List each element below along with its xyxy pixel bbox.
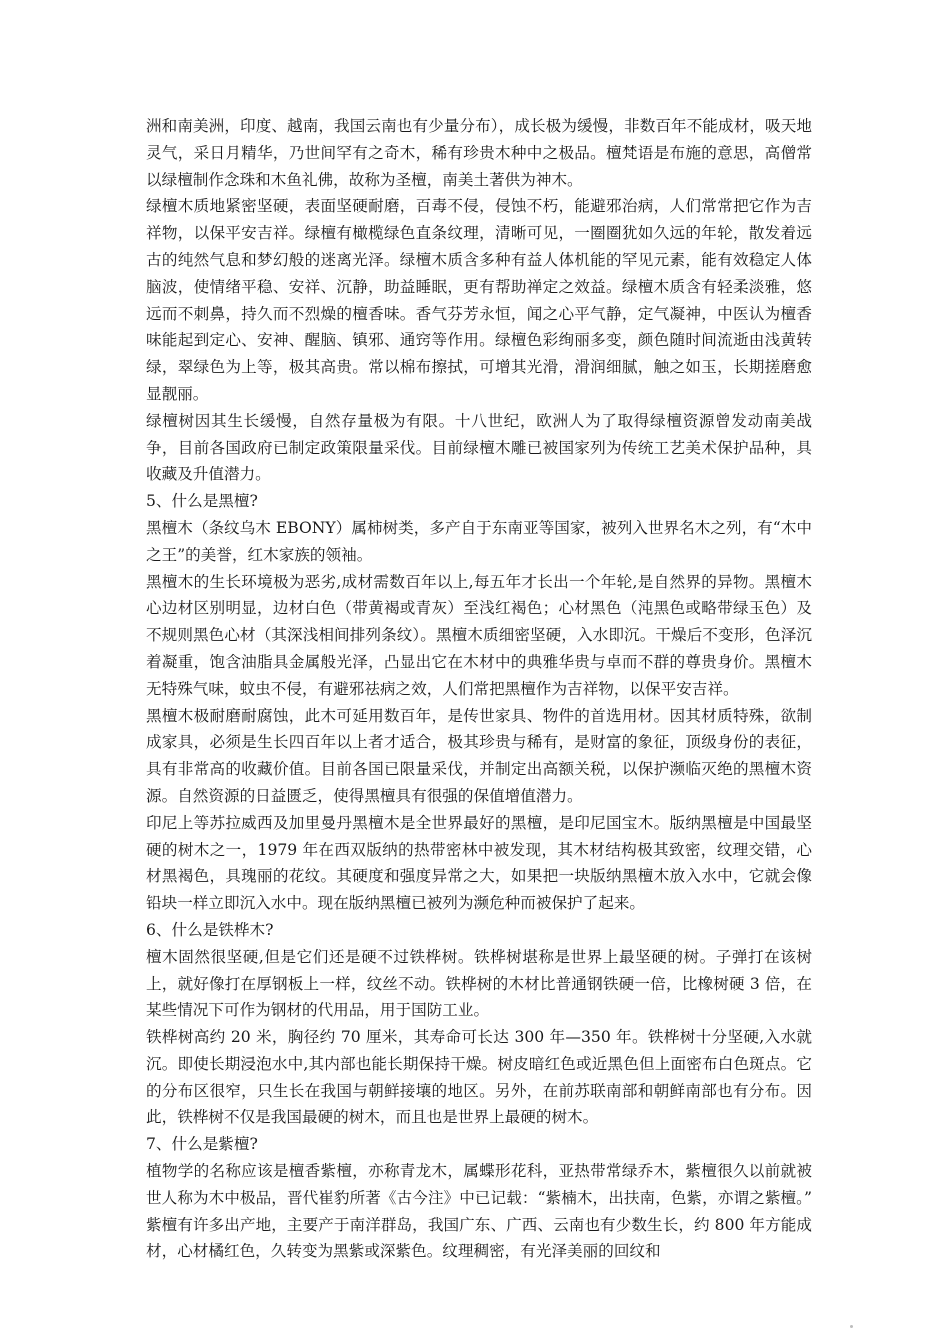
heading-ebony: 5、什么是黑檀? xyxy=(146,492,258,511)
paragraph-ebony-growth: 黑檀木的生长环境极为恶劣,成材需数百年以上,每五年才长出一个年轮,是自然界的异物。黑檀木心边材区别明显，边材白色（带黄褐或青灰）至浅红褐色；心材黑色（沌黑色或略带绿玉色）及不规则黑色心材（其深浅相间排列条纹）。黑檀木质细密坚硬，入水即沉。干燥后不变形，色泽沉着凝重，饱含油脂具金属般光泽，凸显出它在木材中的典雅华贵与卓而不群的尊贵身价。黑檀木无特殊气味，蚊虫不侵，有避邪祛病之效，人们常把黑檀作为吉祥物，以保平安吉祥。 xyxy=(146,572,812,698)
document-body xyxy=(146,113,812,1265)
paragraph-green-sandalwood-origin: 洲和南美洲，印度、越南，我国云南也有少量分布），成长极为缓慢，非数百年不能成材，吸天地灵气，采日月精华，乃世间罕有之奇木，稀有珍贵木种中之极品。檀梵语是布施的意思，高僧常以绿檀制作念珠和木鱼礼佛，故称为圣檀，南美土著供为神木。 xyxy=(146,117,812,189)
paragraph-ebony-origin: 印尼上等苏拉威西及加里曼丹黑檀木是全世界最好的黑檀，是印尼国宝木。版纳黑檀是中国最坚硬的树木之一，1979 年在西双版纳的热带密林中被发现，其木材结构极其致密，纹理交错，心材黑褐色，具瑰丽的花纹。其硬度和强度异常之大，如果把一块版纳黑檀木放入水中，它就会像铅块一样立即沉入水中。现在版纳黑檀已被列为濒危种而被保护了起来。 xyxy=(146,813,812,913)
paragraph-ebony-durability: 黑檀木极耐磨耐腐蚀，此木可延用数百年，是传世家具、物件的首选用材。因其材质特殊，欲制成家具，必须是生长四百年以上者才适合，极其珍贵与稀有，是财富的象征，顶级身份的表征，具有非常高的收藏价值。目前各国已限量采伐，并制定出高额关税，以保护濒临灭绝的黑檀木资源。自然资源的日益匮乏，使得黑檀具有很强的保值增值潜力。 xyxy=(146,706,812,805)
paragraph-ebony-intro: 黑檀木（条纹乌木 EBONY）属柿树类，多产自于东南亚等国家，被列入世界名木之列，有“木中之王”的美誉，红木家族的领袖。 xyxy=(146,518,812,564)
paragraph-green-sandalwood-texture: 绿檀木质地紧密坚硬，表面坚硬耐磨，百毒不侵，侵蚀不朽，能避邪治病，人们常常把它作为吉祥物，以保平安吉祥。绿檀有橄榄绿色直条纹理，清晰可见，一圈圈犹如久远的年轮，散发着远古的纯然气息和梦幻般的迷离光泽。绿檀木质含多种有益人体机能的罕见元素，能有效稳定人体脑波，使情绪平稳、安祥、沉静，助益睡眠，更有帮助禅定之效益。绿檀木质含有轻柔淡雅，悠远而不刺鼻，持久而不烈燥的檀香味。香气芬芳永恒，闻之心平气静，定气凝神，中医认为檀香味能起到定心、安神、醒脑、镇邪、通窍等作用。绿檀色彩绚丽多变，颜色随时间流逝由浅黄转绿，翠绿色为上等，极其高贵。常以棉布擦拭，可增其光滑，滑润细腻，触之如玉，长期搓磨愈显靓丽。 xyxy=(146,197,812,403)
paragraph-green-sandalwood-scarcity: 绿檀树因其生长缓慢，自然存量极为有限。十八世纪，欧洲人为了取得绿檀资源曾发动南美战争，目前各国政府已制定政策限量采伐。目前绿檀木雕已被国家列为传统工艺美术保护品种，具收藏及升值潜力。 xyxy=(146,411,812,484)
heading-iron-birch: 6、什么是铁桦木? xyxy=(146,920,274,939)
paragraph-iron-birch-hardness: 檀木固然很坚硬,但是它们还是硬不过铁桦树。铁桦树堪称是世界上最坚硬的树。子弹打在该树上，就好像打在厚钢板上一样，纹丝不动。铁桦树的木材比普通钢铁硬一倍，比橡树硬 3 倍，在某些情况下可作为钢材的代用品，用于国防工业。 xyxy=(146,947,812,1020)
heading-red-sandalwood: 7、什么是紫檀? xyxy=(146,1135,258,1154)
paragraph-red-sandalwood-intro: 植物学的名称应该是檀香紫檀，亦称青龙木，属蝶形花科，亚热带常绿乔木，紫檀很久以前就被世人称为木中极品，晋代崔豹所著《古今注》中已记载：“紫楠木，出扶南，色紫，亦谓之紫檀。” 紫檀有许多出产地，主要产于南洋群岛，我国广东、广西、云南也有少数生长，约 800 年方能成材，心材橘红色，久转变为黑紫或深紫色。纹理稠密，有光泽美丽的回纹和 xyxy=(146,1162,812,1261)
paragraph-iron-birch-description: 铁桦树高约 20 米，胸径约 70 厘米，其寿命可长达 300 年—350 年。铁桦树十分坚硬,入水就沉。即使长期浸泡水中,其内部也能长期保持干燥。树皮暗红色或近黑色但上面密布白色斑点。它的分布区很窄，只生长在我国与朝鲜接壤的地区。另外，在前苏联南部和朝鲜南部也有分布。因此，铁桦树不仅是我国最硬的树木，而且也是世界上最硬的树木。 xyxy=(146,1028,812,1127)
page-corner-dot xyxy=(850,1325,853,1328)
